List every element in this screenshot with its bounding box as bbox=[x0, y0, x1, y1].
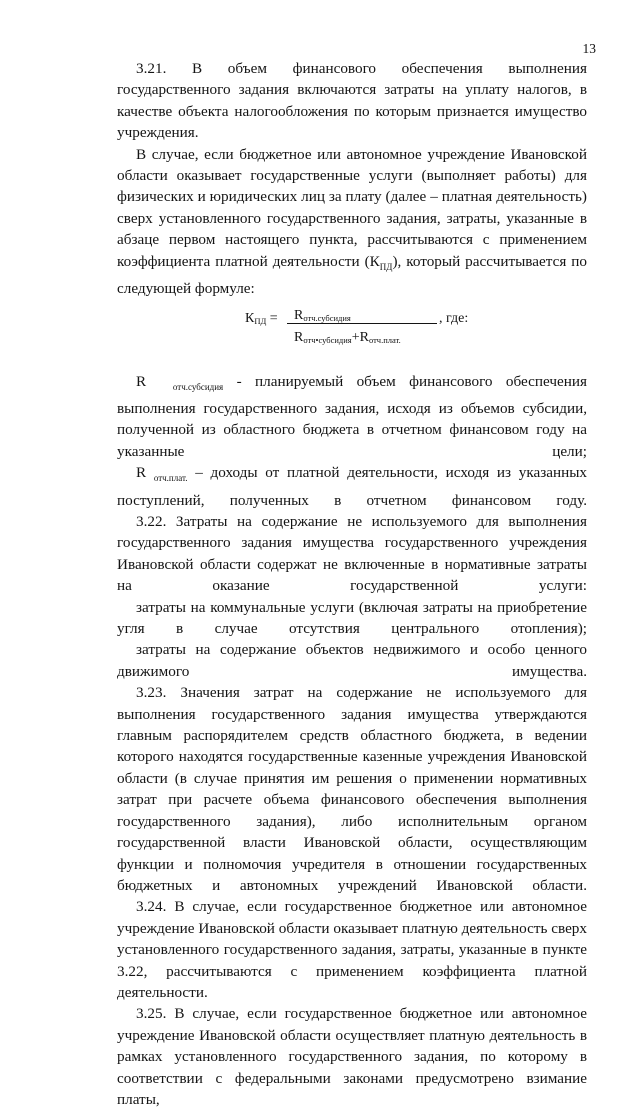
formula-lhs: $К_{ПД}$ = bbox=[245, 310, 278, 326]
paragraph-3-22: 3.22. Затраты на содержание не используемого для выполнения государственного задания имущества государственного учреждения Ивановской области содержат не включенные в нормативные затраты на оказание государственной услуги: bbox=[117, 513, 587, 595]
document-body bbox=[117, 58, 587, 1110]
fraction-line bbox=[287, 323, 437, 324]
paragraph-3-24: 3.24. В случае, если государственное бюджетное или автономное учреждение Ивановской области оказывает платную деятельность сверх установленного государственного задания, затраты, указанные в пункте 3.22, рассчитываются с применением коэффициента платной деятельности. bbox=[117, 898, 587, 1001]
definition-r-subsidy: R $_{отч.субсидия}$ - планируемый объем финансового обеспечения выполнения государственного задания, исходя из объемов субсидии, полученной из областного бюджета в отчетном финансовом году на указанные цели; bbox=[117, 372, 588, 460]
paragraph-3-22-utilities: затраты на коммунальные услуги (включая затраты на приобретение угля в случае отсутствия центрального отопления); bbox=[117, 598, 587, 638]
kpd-subscript: ПД bbox=[379, 261, 393, 272]
page-number: 13 bbox=[582, 41, 596, 56]
definition-r-paid: R $_{отч.плат.}$ – доходы от платной деятельности, исходя из указанных поступлений, полученных в отчетном финансовом году. bbox=[117, 464, 588, 509]
formula-where: , где: bbox=[439, 310, 469, 326]
paragraph-paid-activity: В случае, если бюджетное или автономное учреждение Ивановской области оказывает государственные услуги (выполняет работы) для физических и юридических лиц за плату (далее – платная деятельность) сверх установленного государственного задания, затраты, указанные в абзаце первом настоящего пункта, рассчитываются с применением коэффициента платной деятельности $(К_{ПД})$, который рассчитывается по следующей формуле: bbox=[117, 145, 587, 298]
formula-denominator: $R_{отч•субсидия}+R_{отч.плат.}$ bbox=[294, 329, 401, 345]
paragraph-3-23: 3.23. Значения затрат на содержание не используемого для выполнения государственного задания имущества утверждаются главным распорядителем средств областного бюджета, в ведении которого находятся государственные казенные учреждения Ивановской области (в случае принятия им решения о применении нормативных затрат при расчете объема финансового обеспечения выполнения государственного задания), либо исполнительным органом государственной власти Ивановской области, осуществляющим функции и полномочия учредителя в отношении государственных бюджетных и автономных учреждений Ивановской области. bbox=[117, 684, 587, 894]
paragraph-3-22-property: затраты на содержание объектов недвижимого и особо ценного движимого имущества. bbox=[117, 641, 587, 680]
paragraph-3-21: 3.21. В объем финансового обеспечения выполнения государственного задания включаются затраты на уплату налогов, в качестве объекта налогообложения по которым признается имущество учреждения. bbox=[117, 60, 587, 142]
paragraph-3-25: 3.25. В случае, если государственное бюджетное или автономное учреждение Ивановской области осуществляет платную деятельность в рамках установленного государственного задания, по которому в соответствии с федеральными законами предусмотрено взимание платы, bbox=[117, 1005, 587, 1108]
formula-numerator: $R_{отч.субсидия}$ bbox=[294, 307, 351, 323]
kpd-formula bbox=[117, 303, 587, 349]
